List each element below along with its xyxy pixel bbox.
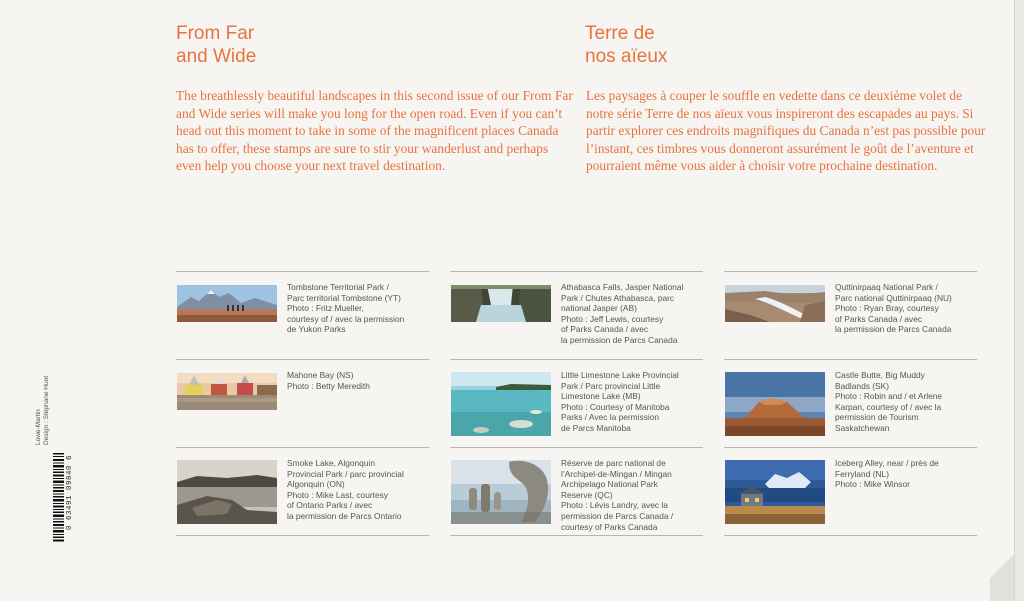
stamp-caption: Castle Butte, Big Muddy Badlands (SK) Photo : Robin and / et Arlene Karpan, courtesy of / avec la permission de Tourism Saskatchewan: [835, 370, 943, 433]
stamp-smoke-lake: [176, 447, 429, 536]
castle-butte-photo: [725, 372, 825, 436]
printer-name: Lowe-Martin: [35, 409, 42, 445]
stamp-caption: Athabasca Falls, Jasper National Park / Chutes Athabasca, parc national Jasper (AB) Photo : Jeff Lewis, courtesy of Parks Canada / avec la permission de Parcs Canada: [561, 282, 684, 345]
mahone-bay-photo: [177, 373, 277, 410]
designer-name: Design : Stéphane Huot: [43, 375, 50, 445]
little-limestone-photo: [451, 372, 551, 436]
athabasca-photo: [451, 285, 551, 322]
quttinirpaaq-photo: [725, 285, 825, 322]
stamp-tombstone: [176, 271, 429, 359]
stamp-caption: Iceberg Alley, near / près de Ferryland (NL) Photo : Mike Winsor: [835, 458, 939, 490]
stamp-caption: Little Limestone Lake Provincial Park / Parc provincial Little Limestone Lake (MB) Photo : Courtesy of Manitoba Parks / Avec la permission de Parcs Manitoba: [561, 370, 679, 433]
tombstone-photo: [177, 285, 277, 322]
english-title: From Far and Wide: [176, 23, 257, 67]
stamp-caption: Mahone Bay (NS) Photo : Betty Meredith: [287, 370, 370, 391]
stamp-mahone-bay: [176, 359, 429, 447]
stamp-athabasca: [450, 271, 703, 359]
printer-credit: [35, 350, 65, 445]
iceberg-alley-photo: [725, 460, 825, 524]
barcode-number: 0 63491 09840 6: [66, 455, 74, 531]
stamp-little-limestone: [450, 359, 703, 447]
stamp-quttinirpaaq: [724, 271, 977, 359]
stamp-caption: Tombstone Territorial Park / Parc territorial Tombstone (YT) Photo : Fritz Mueller, courtesy of / avec la permission de Yukon Parks: [287, 282, 405, 335]
stamp-iceberg-alley: [724, 447, 977, 536]
french-title: Terre de nos aïeux: [585, 23, 668, 67]
stamp-caption: Smoke Lake, Algonquin Provincial Park / parc provincial Algonquin (ON) Photo : Mike Last, courtesy of Ontario Parks / avec la permission de Parcs Ontario: [287, 458, 404, 521]
french-intro: Les paysages à couper le souffle en vedette dans ce deuxième volet de notre série Terre de nos aïeux vous inspireront des escapades au pays. Si partir explorer ces endroits magnifiques du Canada n’est pas possible pour l’instant, ces timbres vous donneront assurément le goût de l’aventure et pourraient même vous aider à choisir votre prochaine destination.: [586, 88, 986, 174]
stamp-mingan: [450, 447, 703, 536]
smoke-lake-photo: [177, 460, 277, 524]
stamp-caption: Quttinirpaaq National Park / Parc national Quttinirpaaq (NU) Photo : Ryan Bray, courtesy of Parks Canada / avec la permission de Parcs Canada: [835, 282, 952, 335]
stamp-caption: Réserve de parc national de l’Archipel-de-Mingan / Mingan Archipelago National Park Reserve (QC) Photo : Lévis Landry, avec la permission de Parcs Canada / courtesy of Parks Canada: [561, 458, 674, 532]
english-intro: The breathlessly beautiful landscapes in this second issue of our From Far and Wide series will make you long for the open road. Even if you can’t head out this moment to take in some of the magnificent places Canada has to offer, these stamps are sure to stir your wanderlust and perhaps even help you choose your next travel destination.: [176, 88, 573, 174]
stamp-castle-butte: [724, 359, 977, 447]
mingan-photo: [451, 460, 551, 524]
stamp-grid: [176, 271, 977, 536]
